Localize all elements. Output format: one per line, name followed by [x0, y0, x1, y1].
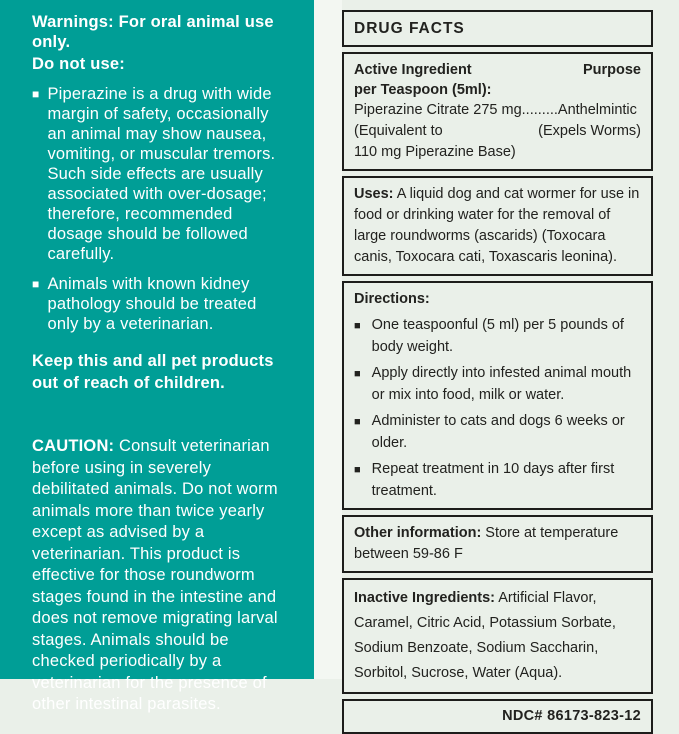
- inactive-ingredients-text: Artificial Flavor, Caramel, Citric Acid, Potassium Sorbate, Sodium Benzoate, Sodium Saccharin, Sorbitol, Sucrose, Water (Aqua).: [354, 590, 616, 681]
- direction-text: Apply directly into infested animal mouth or mix into food, milk or water.: [371, 365, 632, 403]
- other-information-text: Store at temperature between 59-86 F: [354, 525, 619, 562]
- panel-divider-strip: [314, 0, 342, 679]
- warning-bullet-text: Piperazine is a drug with wide margin of safety, occasionally an animal may show nausea, vomiting, or muscular tremors. Such side effects are usually associated with over-dosage; therefore, recommended dosage should be followed carefully.: [47, 85, 276, 263]
- direction-item: [354, 410, 641, 454]
- piperazine-base-text: 110 mg Piperazine Base): [354, 144, 516, 160]
- direction-item: [354, 314, 641, 358]
- active-ingredient-header-line1: Active Ingredient: [354, 62, 472, 78]
- drug-facts-title: DRUG FACTS: [342, 10, 653, 47]
- inactive-ingredients-section: [342, 578, 653, 694]
- purpose-header: Purpose: [582, 62, 641, 78]
- active-ingredient-section: [342, 52, 653, 171]
- square-bullet-icon: ■: [354, 416, 361, 428]
- warning-bullet-text: Animals with known kidney pathology should be treated only by a veterinarian.: [47, 275, 257, 333]
- square-bullet-icon: ■: [354, 320, 361, 332]
- warning-bullet-item: [32, 84, 292, 264]
- ndc-number: NDC# 86173-823-12: [342, 699, 653, 734]
- directions-section: [342, 281, 653, 510]
- uses-text: A liquid dog and cat wormer for use in food or drinking water for the removal of large roundworms (ascarids) (Toxocara canis, Toxocara cati, Toxascaris leonina).: [354, 186, 640, 265]
- drug-facts-column: [342, 0, 679, 724]
- direction-text: Repeat treatment in 10 days after first treatment.: [371, 461, 615, 499]
- warnings-panel: [0, 0, 314, 713]
- caution-paragraph: [32, 436, 292, 716]
- expels-worms-text: (Expels Worms): [538, 123, 641, 139]
- square-bullet-icon: ■: [32, 277, 40, 291]
- direction-text: Administer to cats and dogs 6 weeks or older.: [371, 413, 625, 451]
- direction-item: [354, 458, 641, 502]
- warnings-heading: Warnings: For oral animal use only.: [32, 13, 274, 51]
- keep-out-of-reach-text: Keep this and all pet products out of reach of children.: [32, 352, 274, 392]
- active-ingredient-header-line2: per Teaspoon (5ml):: [354, 82, 492, 98]
- directions-label: Directions:: [354, 291, 430, 307]
- warning-bullet-item: [32, 274, 292, 334]
- square-bullet-icon: ■: [32, 87, 40, 101]
- other-information-section: [342, 515, 653, 573]
- other-information-label: Other information:: [354, 525, 482, 541]
- uses-label: Uses:: [354, 186, 394, 202]
- direction-text: One teaspoonful (5 ml) per 5 pounds of body weight.: [371, 317, 624, 355]
- equivalent-text: (Equivalent to: [354, 123, 443, 139]
- inactive-ingredients-label: Inactive Ingredients:: [354, 590, 496, 606]
- caution-label: CAUTION:: [32, 437, 115, 455]
- square-bullet-icon: ■: [354, 464, 361, 476]
- active-ingredient-row: Piperazine Citrate 275 mg.........Anthelmintic: [354, 102, 637, 118]
- uses-section: [342, 176, 653, 276]
- do-not-use-heading: Do not use:: [32, 55, 125, 73]
- direction-item: [354, 362, 641, 406]
- square-bullet-icon: ■: [354, 368, 361, 380]
- caution-text: Consult veterinarian before using in severely debilitated animals. Do not worm animals more than twice yearly except as advised by a veterinarian. This product is effective for those roundworm stages found in the intestine and does not remove migrating larval stages. Animals should be checked periodically by a veterinarian for the presence of other intestinal parasites.: [32, 437, 278, 713]
- drug-facts-box: [342, 10, 653, 734]
- active-ingredient-header: [354, 60, 492, 100]
